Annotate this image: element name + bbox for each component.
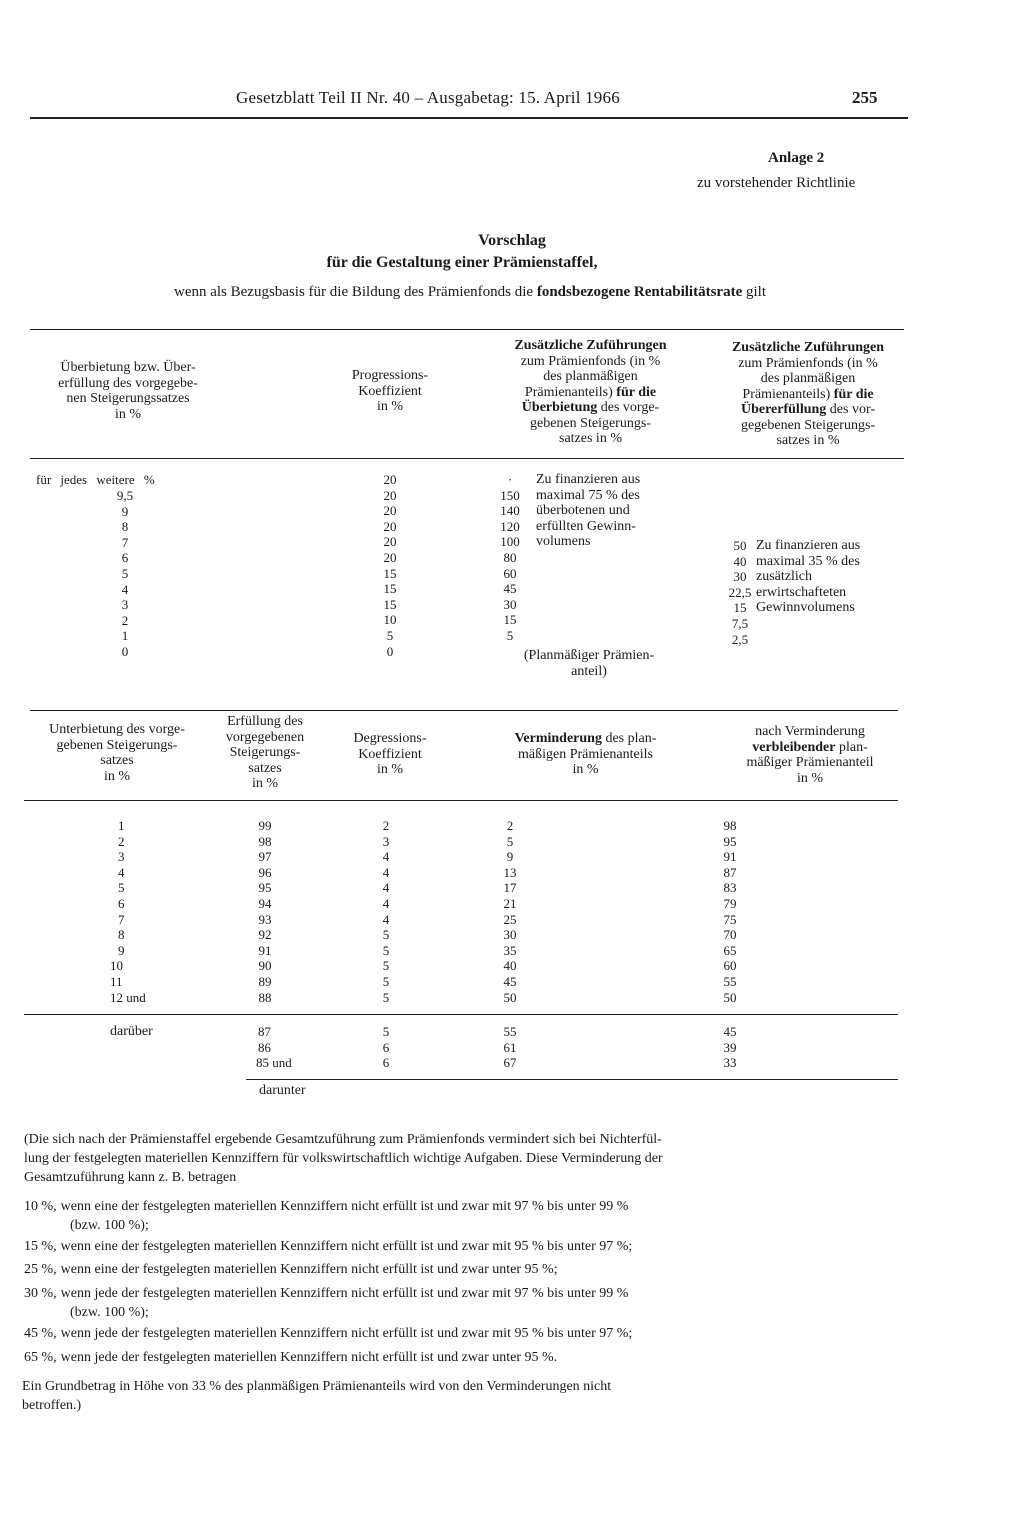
table-cell: 2 <box>382 818 390 833</box>
table-cell: 83 <box>723 880 737 896</box>
table-cell: 88 <box>258 989 272 1005</box>
table-cell: 93 <box>258 911 272 927</box>
table2-header-col2 <box>210 714 320 792</box>
table-cell: 3 <box>121 597 129 613</box>
table1-header-col2 <box>325 368 455 415</box>
table2-col3 <box>366 818 406 1005</box>
notes-item-4 <box>24 1284 904 1322</box>
table1-header-col3 <box>488 338 693 447</box>
header-line: erfüllung des vorgegebe- <box>58 375 198 391</box>
table2-header-col5 <box>712 724 908 786</box>
table2-lower-col3 <box>366 1024 406 1071</box>
item-text: wenn jede der festgelegten materiellen Kennziffern nicht erfüllt ist und zwar mit 95 % bis unter 97 %; <box>60 1326 633 1341</box>
table-cell: 95 <box>723 833 737 849</box>
table-cell: 75 <box>723 911 737 927</box>
table-cell: 8 <box>121 519 129 535</box>
table-cell: 15 <box>383 581 397 597</box>
table-cell: 61 <box>503 1039 517 1055</box>
table-cell: 5 <box>382 958 390 974</box>
table-cell: 5 <box>118 880 125 896</box>
table1-col1 <box>100 488 150 660</box>
table2-header-col3 <box>330 731 450 778</box>
table-cell: 140 <box>500 503 520 519</box>
header-text: Prämienanteils) <box>524 384 617 400</box>
table-cell: 45 <box>503 973 517 989</box>
table-cell: 86 <box>258 1039 271 1055</box>
table2-header-rule <box>24 800 898 801</box>
table-cell: 0 <box>121 643 129 659</box>
header-line <box>488 400 693 416</box>
table2-lower-label: darüber <box>110 1024 153 1039</box>
running-header: Gesetzblatt Teil II Nr. 40 – Ausgabetag: 15. April 1966 <box>236 88 620 107</box>
header-line: Unterbietung des vorge- <box>49 722 185 737</box>
header-line <box>708 402 908 418</box>
table-cell: 9 <box>118 942 125 958</box>
list-item <box>24 1284 904 1303</box>
header-line: zum Prämienfonds (in % <box>738 355 878 371</box>
header-text: des vor- <box>826 402 876 417</box>
table-cell: 45 <box>723 1024 737 1039</box>
table2-col2 <box>245 818 285 1005</box>
table-cell: 10 <box>383 612 397 628</box>
table-cell: 6 <box>121 550 129 566</box>
table-cell: 1 <box>118 818 125 833</box>
table1-first-label: für jedes weitere % <box>36 472 155 487</box>
table-cell: 10 <box>110 958 123 974</box>
table-cell: 15 <box>503 612 517 628</box>
header-line: gebenen Steigerungs- <box>56 737 178 753</box>
table-cell: 9 <box>121 503 129 519</box>
table-cell: 94 <box>258 895 272 911</box>
item-text: wenn jede der festgelegten materiellen Kennziffern nicht erfüllt ist und zwar unter 95 %. <box>60 1350 558 1365</box>
table-cell: 90 <box>258 958 272 974</box>
table2-col1 <box>110 818 180 1005</box>
table-cell: 20 <box>383 518 397 534</box>
table-cell: 7,5 <box>731 615 749 631</box>
table-cell: 2 <box>121 612 129 628</box>
item-percent: 30 %, <box>24 1286 57 1301</box>
notes-intro-line: (Die sich nach der Prämienstaffel ergebende Gesamtzuführung zum Prämienfonds vermindert sich bei Nichterfül- <box>24 1132 662 1147</box>
table-cell: 5 <box>382 989 390 1005</box>
header-line <box>712 740 908 756</box>
table1-top-rule <box>30 329 904 330</box>
annex-label: Anlage 2 <box>768 150 825 166</box>
footer-line: anteil) <box>571 663 607 679</box>
table-cell: 17 <box>503 880 517 896</box>
table-cell: 6 <box>382 1055 390 1071</box>
header-line: Erfüllung des <box>227 714 303 729</box>
table-cell: 3 <box>382 833 390 849</box>
table2-col4 <box>490 818 530 1005</box>
table-cell: 5 <box>121 565 129 581</box>
header-line: nen Steigerungssatzes <box>66 391 190 406</box>
table-cell: 99 <box>258 818 272 833</box>
table-cell: 5 <box>506 833 514 849</box>
table-cell: 5 <box>382 942 390 958</box>
table-cell: 2,5 <box>731 631 749 647</box>
table-cell: 35 <box>503 942 517 958</box>
note-line: maximal 75 % des <box>536 487 640 503</box>
table-cell: 22,5 <box>728 584 752 600</box>
annex-reference: zu vorstehender Richtlinie <box>697 175 856 191</box>
table-cell: 55 <box>723 973 737 989</box>
note-line: erfüllten Gewinn- <box>536 518 636 534</box>
closing-line: Ein Grundbetrag in Höhe von 33 % des planmäßigen Prämienanteils wird von den Verminderungen nicht <box>22 1379 612 1394</box>
table-cell: 4 <box>382 864 390 880</box>
note-line: Zu finanzieren aus <box>756 538 861 553</box>
header-line: Koeffizient <box>358 746 422 762</box>
header-line: Steigerungs- <box>229 745 301 760</box>
header-line: gebenen Steigerungs- <box>530 415 651 431</box>
note-line: erwirtschafteten <box>756 584 847 600</box>
table-cell: 30 <box>503 927 517 943</box>
note-line: Zu finanzieren aus <box>536 472 641 487</box>
table-cell: 20 <box>383 534 397 550</box>
table2-header-col4 <box>478 731 693 778</box>
header-line <box>488 385 693 401</box>
table2-header-col1 <box>22 722 212 784</box>
item-percent: 65 %, <box>24 1350 57 1365</box>
notes-item-6 <box>24 1348 904 1367</box>
table-cell: 97 <box>258 849 272 865</box>
table-cell: 33 <box>723 1055 737 1071</box>
header-line: in % <box>572 762 599 777</box>
header-line: satzes in % <box>776 433 840 448</box>
list-item <box>24 1197 904 1216</box>
table-cell: 98 <box>258 833 272 849</box>
title-text-a: wenn als Bezugsbasis für die Bildung des Prämienfonds die <box>173 284 537 300</box>
note-line: überbotenen und <box>536 503 630 519</box>
item-percent: 25 %, <box>24 1262 57 1277</box>
table-cell: 55 <box>503 1024 517 1039</box>
table-cell: 5 <box>382 927 390 943</box>
header-line-bold: Zusätzliche Zuführungen <box>514 338 667 353</box>
header-line: Progressions- <box>351 368 429 383</box>
header-line: in % <box>376 762 404 777</box>
table2-below-label: darunter <box>259 1083 306 1098</box>
list-item <box>24 1348 904 1367</box>
table-cell: 2 <box>506 818 514 833</box>
table-cell: 87 <box>723 864 737 880</box>
list-item <box>24 1324 904 1343</box>
table-cell: 9 <box>506 849 514 865</box>
header-line: satzes <box>100 753 134 768</box>
table-cell: 96 <box>258 864 272 880</box>
page-number: 255 <box>852 88 878 107</box>
table-cell: 65 <box>723 942 737 958</box>
footer-line: (Planmäßiger Prämien- <box>523 648 655 663</box>
header-line: in % <box>103 768 131 784</box>
table-cell: 87 <box>258 1024 271 1039</box>
notes-intro <box>24 1130 900 1187</box>
notes-item-3 <box>24 1260 904 1279</box>
table-cell: 2 <box>118 833 125 849</box>
header-text-bold: Verminderung <box>514 731 602 746</box>
table-cell: 4 <box>382 880 390 896</box>
notes-intro-line: Gesamtzuführung kann z. B. betragen <box>24 1170 237 1185</box>
header-text: des vorge- <box>597 400 660 415</box>
header-line: Degressions- <box>353 731 427 746</box>
header-line: in % <box>376 399 404 414</box>
table-cell: 100 <box>500 534 520 550</box>
table-cell: 7 <box>121 534 129 550</box>
table-cell: 15 <box>383 596 397 612</box>
table-cell: 92 <box>258 927 272 943</box>
table2-mid-rule <box>24 1014 898 1015</box>
header-line: in % <box>251 776 279 791</box>
table-cell: 50 <box>733 538 747 553</box>
header-line: Koeffizient <box>358 383 422 399</box>
header-line: zum Prämienfonds (in % <box>520 353 661 369</box>
header-line: mäßigen Prämienanteils <box>518 746 653 762</box>
table1-col3-note <box>536 472 696 550</box>
table-cell: 15 <box>383 565 397 581</box>
header-line: des planmäßigen <box>760 371 856 386</box>
header-text-bold: Überbietung <box>521 400 598 415</box>
table-cell: 0 <box>386 643 394 659</box>
table1-header-col4 <box>708 340 908 449</box>
table-cell: 20 <box>383 503 397 519</box>
title-line-2: für die Gestaltung einer Prämienstaffel, <box>326 254 598 271</box>
notes-item-5 <box>24 1324 904 1343</box>
table-cell: 4 <box>118 864 125 880</box>
table-cell: 50 <box>503 989 517 1005</box>
table-cell: 21 <box>503 895 517 911</box>
header-line: satzes <box>248 760 282 776</box>
header-text-bold: Übererfüllung <box>740 402 827 417</box>
table-cell: 89 <box>258 973 272 989</box>
item-text: wenn eine der festgelegten materiellen Kennziffern nicht erfüllt ist und zwar mit 95 % bis unter 97 %; <box>60 1239 633 1254</box>
table-cell: 20 <box>383 549 397 565</box>
table-cell: 50 <box>723 989 737 1005</box>
table-cell: 150 <box>500 487 520 503</box>
table-cell: 67 <box>503 1055 517 1071</box>
header-rule <box>30 117 908 119</box>
table-cell: 39 <box>723 1039 737 1055</box>
title-line-1: Vorschlag <box>478 232 546 249</box>
header-line: satzes in % <box>559 431 622 446</box>
table-cell: 11 <box>110 973 123 989</box>
table-cell: 12 und <box>110 989 146 1005</box>
table-cell: 25 <box>503 911 517 927</box>
table-cell: 8 <box>118 927 125 943</box>
note-line: volumens <box>536 534 591 550</box>
header-text-bold: für die <box>616 384 657 400</box>
table-cell: 80 <box>503 549 517 565</box>
table-cell: 20 <box>383 487 397 503</box>
table-cell: 1 <box>121 628 129 644</box>
table-cell: 91 <box>723 849 737 865</box>
item-percent: 45 %, <box>24 1326 57 1341</box>
item-text: wenn eine der festgelegten materiellen Kennziffern nicht erfüllt ist und zwar unter 95 %; <box>60 1262 558 1277</box>
table1-col3-footer <box>496 648 682 679</box>
table-cell: 70 <box>723 927 737 943</box>
table2-lower-col5 <box>710 1024 750 1071</box>
header-line: gegebenen Steigerungs- <box>740 417 876 433</box>
table-cell: 40 <box>503 958 517 974</box>
table-cell: 9,5 <box>116 488 134 503</box>
table-cell: 98 <box>723 818 737 833</box>
table2-col5 <box>710 818 750 1005</box>
table-cell: 5 <box>382 1024 390 1039</box>
table1-header-col1 <box>28 360 228 422</box>
table-cell: 45 <box>503 581 517 597</box>
table-cell: 4 <box>121 581 129 597</box>
item-continuation: (bzw. 100 %); <box>70 1305 149 1320</box>
table-cell: · <box>507 472 513 487</box>
table2-lower-col2 <box>256 1024 326 1071</box>
table-cell: 60 <box>503 565 517 581</box>
title-text-bold: fondsbezogene Rentabilitätsrate <box>536 284 743 300</box>
header-text: plan- <box>835 739 868 755</box>
table-cell: 60 <box>723 958 737 974</box>
header-text: des plan- <box>601 731 657 746</box>
table1-col2 <box>365 472 415 659</box>
table-cell: 5 <box>382 973 390 989</box>
note-line: maximal 35 % des <box>756 553 860 569</box>
item-text: wenn eine der festgelegten materiellen Kennziffern nicht erfüllt ist und zwar mit 97 % bis unter 99 % <box>60 1199 629 1214</box>
table-cell: 30 <box>503 596 517 612</box>
header-line: mäßiger Prämienanteil <box>746 755 874 770</box>
table-cell: 79 <box>723 895 737 911</box>
table-cell: 5 <box>386 627 394 643</box>
table-cell: 95 <box>258 880 272 896</box>
header-line: des planmäßigen <box>543 369 638 384</box>
header-line: in % <box>796 770 824 786</box>
table-cell: 20 <box>383 472 397 487</box>
table-cell: 91 <box>258 942 272 958</box>
notes-closing <box>22 1377 900 1415</box>
table1-col3 <box>490 472 530 644</box>
header-line: in % <box>114 406 142 422</box>
table-cell: 6 <box>382 1039 390 1055</box>
table1-header-rule <box>30 458 904 459</box>
table-cell: 3 <box>118 849 125 865</box>
title-text-c: gilt <box>742 284 767 300</box>
note-line: zusätzlich <box>756 569 812 585</box>
table-cell: 40 <box>733 553 747 569</box>
table2-bottom-rule <box>246 1079 898 1080</box>
item-text: wenn jede der festgelegten materiellen Kennziffern nicht erfüllt ist und zwar mit 97 % bis unter 99 % <box>60 1286 629 1301</box>
table-cell: 13 <box>503 864 517 880</box>
header-line: Überbietung bzw. Über- <box>60 360 196 375</box>
list-item <box>24 1260 904 1279</box>
header-text-bold: verbleibender <box>752 739 836 755</box>
note-line: Gewinnvolumens <box>756 600 855 616</box>
header-line: vorgegebenen <box>225 729 305 745</box>
table-cell: 4 <box>382 911 390 927</box>
header-line <box>708 387 908 403</box>
title-line-3 <box>0 284 940 301</box>
notes-item-2 <box>24 1237 904 1256</box>
header-text: Prämienanteils) <box>742 386 834 402</box>
table-cell: 30 <box>733 569 747 585</box>
header-line: nach Verminderung <box>755 724 865 739</box>
table2-top-rule <box>30 710 898 711</box>
item-percent: 15 %, <box>24 1239 57 1254</box>
table2-lower-col4 <box>490 1024 530 1071</box>
item-continuation: (bzw. 100 %); <box>70 1218 149 1233</box>
list-item <box>24 1237 904 1256</box>
table1-col4-note <box>756 538 906 616</box>
header-line <box>478 731 693 747</box>
table-cell: 6 <box>118 895 125 911</box>
table-cell: 5 <box>506 627 514 643</box>
table-cell: 4 <box>382 895 390 911</box>
table-cell: 7 <box>118 911 125 927</box>
notes-intro-line: lung der festgelegten materiellen Kennziffern für volkswirtschaftlich wichtige Aufgaben. Diese Verminderung der <box>24 1151 663 1166</box>
item-percent: 10 %, <box>24 1199 57 1214</box>
table-cell: 120 <box>500 518 520 534</box>
notes-item-1 <box>24 1197 904 1235</box>
table-cell: 85 und <box>256 1055 292 1071</box>
table1-col4 <box>720 538 760 647</box>
header-line-bold: Zusätzliche Zuführungen <box>731 340 885 355</box>
closing-line: betroffen.) <box>22 1398 82 1413</box>
header-text-bold: für die <box>833 386 874 402</box>
table-cell: 4 <box>382 849 390 865</box>
table-cell: 15 <box>733 600 747 616</box>
